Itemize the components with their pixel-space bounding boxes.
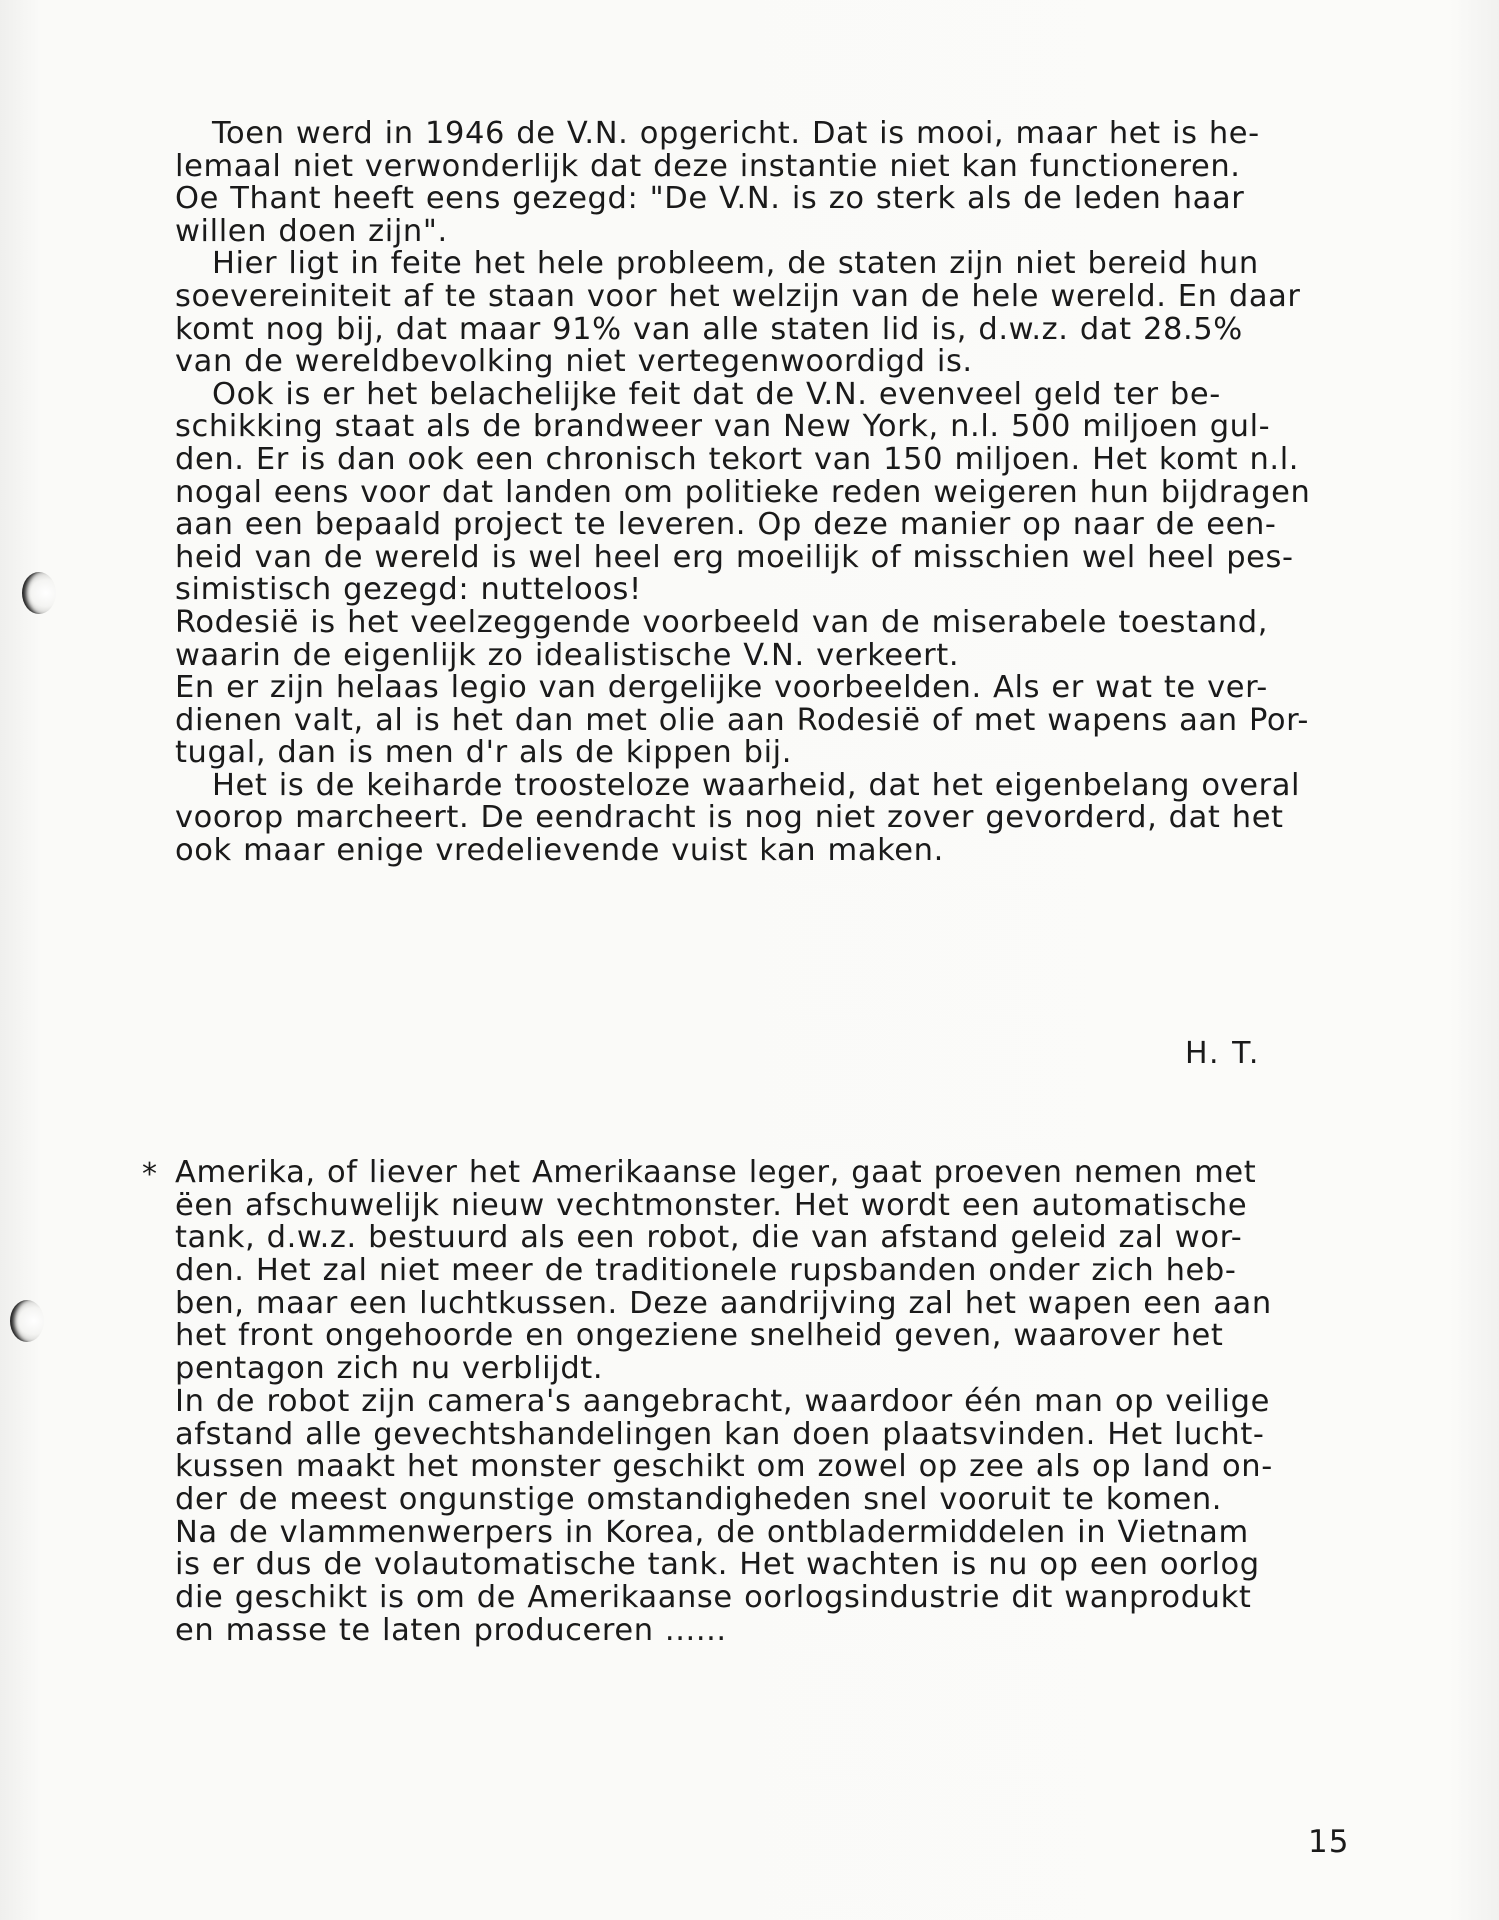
text-line: en masse te laten produceren ......	[175, 1612, 727, 1648]
punch-hole-bottom	[10, 1300, 44, 1342]
text-line: den. Er is dan ook een chronisch tekort van 150 miljoen. Het komt n.l.	[175, 441, 1300, 477]
page-number: 15	[1308, 1824, 1350, 1860]
article-un-critique	[175, 118, 1355, 868]
text-line: Amerika, of liever het Amerikaanse leger, gaat proeven nemen met	[175, 1155, 1257, 1190]
text-line: schikking staat als de brandweer van New York, n.l. 500 miljoen gul-	[175, 409, 1271, 445]
text-line: pentagon zich nu verblijdt.	[175, 1351, 604, 1387]
text-line: willen doen zijn".	[175, 213, 448, 249]
text-line: Het is de keiharde troosteloze waarheid, dat het eigenbelang overal	[212, 767, 1301, 803]
text-line: nogal eens voor dat landen om politieke reden weigeren hun bijdragen	[175, 474, 1311, 510]
text-line: waarin de eigenlijk zo idealistische V.N. verkeert.	[175, 637, 960, 673]
text-line: aan een bepaald project te leveren. Op deze manier op naar de een-	[175, 507, 1277, 543]
text-line: Ook is er het belachelijke feit dat de V.N. evenveel geld ter be-	[212, 376, 1221, 412]
text-line: En er zijn helaas legio van dergelijke voorbeelden. Als er wat te ver-	[175, 670, 1268, 706]
text-line: die geschikt is om de Amerikaanse oorlogsindustrie dit wanprodukt	[175, 1579, 1252, 1615]
text-line: ben, maar een luchtkussen. Deze aandrijving zal het wapen een aan	[175, 1285, 1272, 1321]
text-line: simistisch gezegd: nutteloos!	[175, 572, 642, 608]
text-line: komt nog bij, dat maar 91% van alle staten lid is, d.w.z. dat 28.5%	[175, 311, 1243, 347]
text-line: afstand alle gevechtshandelingen kan doen plaatsvinden. Het lucht-	[175, 1416, 1265, 1452]
text-line: soevereiniteit af te staan voor het welzijn van de hele wereld. En daar	[175, 278, 1301, 314]
text-line: van de wereldbevolking niet vertegenwoordigd is.	[175, 344, 973, 380]
text-line: is er dus de volautomatische tank. Het wachten is nu op een oorlog	[175, 1547, 1260, 1583]
text-line: tugal, dan is men d'r als de kippen bij.	[175, 735, 793, 771]
text-line: dienen valt, al is het dan met olie aan Rodesië of met wapens aan Por-	[175, 702, 1309, 738]
punch-hole-top	[22, 572, 56, 614]
text-line: den. Het zal niet meer de traditionele rupsbanden onder zich heb-	[175, 1253, 1237, 1289]
article-robot-tank	[142, 1155, 1355, 1648]
text-line: ook maar enige vredelievende vuist kan maken.	[175, 833, 944, 869]
text-line: voorop marcheert. De eendracht is nog niet zover gevorderd, dat het	[175, 800, 1284, 836]
text-line: Rodesië is het veelzeggende voorbeeld van de miserabele toestand,	[175, 604, 1269, 640]
text-line: Na de vlammenwerpers in Korea, de ontbladermiddelen in Vietnam	[175, 1514, 1249, 1550]
text-line: lemaal niet verwonderlijk dat deze instantie niet kan functioneren.	[175, 148, 1241, 184]
text-line: heid van de wereld is wel heel erg moeilijk of misschien wel heel pes-	[175, 539, 1294, 575]
author-signature: H. T.	[1185, 1036, 1261, 1071]
text-line: het front ongehoorde en ongeziene snelheid geven, waarover het	[175, 1318, 1224, 1354]
text-line: In de robot zijn camera's aangebracht, waardoor één man op veilige	[175, 1383, 1270, 1419]
text-line: tank, d.w.z. bestuurd als een robot, die van afstand geleid zal wor-	[175, 1220, 1243, 1256]
text-line: der de meest ongunstige omstandigheden snel vooruit te komen.	[175, 1481, 1223, 1517]
text-line: Toen werd in 1946 de V.N. opgericht. Dat is mooi, maar het is he-	[212, 116, 1260, 151]
text-line: Hier ligt in feite het hele probleem, de staten zijn niet bereid hun	[212, 246, 1259, 282]
text-line: Oe Thant heeft eens gezegd: "De V.N. is zo sterk als de leden haar	[175, 181, 1245, 217]
asterisk-bullet: *	[142, 1157, 158, 1192]
text-line: kussen maakt het monster geschikt om zowel op zee als op land on-	[175, 1449, 1273, 1485]
text-line: ëen afschuwelijk nieuw vechtmonster. Het wordt een automatische	[175, 1187, 1248, 1223]
